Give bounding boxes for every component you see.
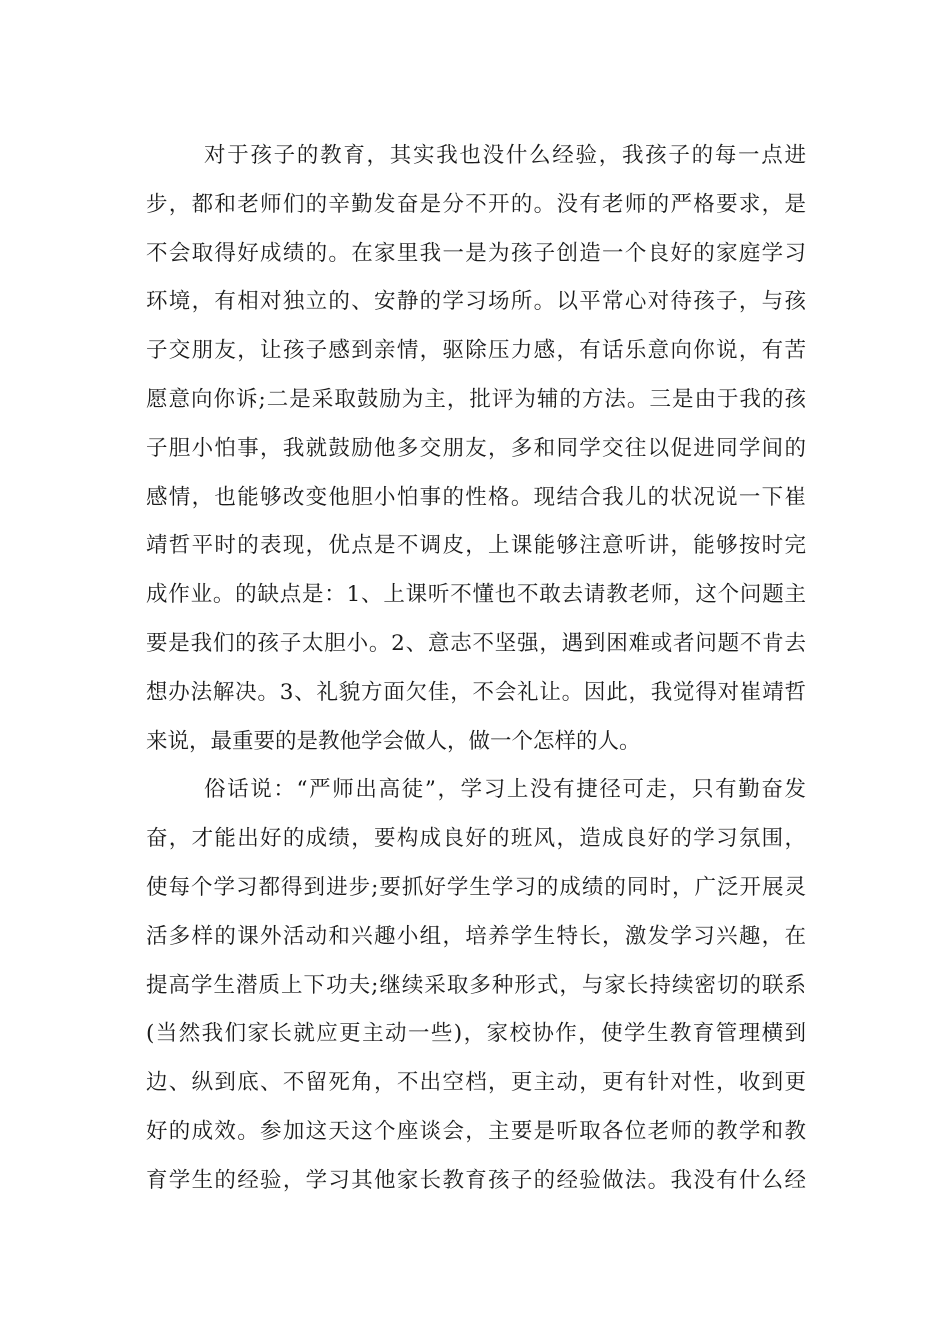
- text-line: 奋，才能出好的成绩，要构成良好的班风，造成良好的学习氛围，: [146, 826, 806, 852]
- text-line: 想办法解决。3、礼貌方面欠佳，不会礼让。因此，我觉得对崔靖哲: [146, 679, 806, 705]
- text-line: 愿意向你诉;二是采取鼓励为主，批评为辅的方法。三是由于我的孩: [146, 386, 806, 412]
- text-line: 好的成效。参加这天这个座谈会，主要是听取各位老师的教学和教: [146, 1118, 806, 1144]
- text-line: 活多样的课外活动和兴趣小组，培养学生特长，激发学习兴趣，在: [146, 923, 806, 949]
- text-line: (当然我们家长就应更主动一些)，家校协作，使学生教育管理横到: [146, 1021, 806, 1047]
- text-line: 成作业。的缺点是：1、上课听不懂也不敢去请教老师，这个问题主: [146, 582, 806, 608]
- paragraph-2: [146, 766, 806, 1205]
- text-line: 子交朋友，让孩子感到亲情，驱除压力感，有话乐意向你说，有苦: [146, 338, 806, 364]
- text-line: 环境，有相对独立的、安静的学习场所。以平常心对待孩子，与孩: [146, 289, 806, 315]
- text-line: 育学生的经验，学习其他家长教育孩子的经验做法。我没有什么经: [146, 1167, 806, 1193]
- text-line: 要是我们的孩子太胆小。2、意志不坚强，遇到困难或者问题不肯去: [146, 630, 806, 656]
- text-line: 俗话说：“严师出高徒”，学习上没有捷径可走，只有勤奋发: [204, 777, 806, 803]
- text-line: 边、纵到底、不留死角，不出空档，更主动，更有针对性，收到更: [146, 1070, 806, 1096]
- text-line: 对于孩子的教育，其实我也没什么经验，我孩子的每一点进: [204, 143, 806, 168]
- document-body: [146, 132, 806, 1206]
- text-line: 步，都和老师们的辛勤发奋是分不开的。没有老师的严格要求，是: [146, 191, 806, 217]
- paragraph-1: [146, 132, 806, 766]
- text-line: 提高学生潜质上下功夫;继续采取多种形式，与家长持续密切的联系: [146, 972, 806, 998]
- text-line: 来说，最重要的是教他学会做人，做一个怎样的人。: [146, 728, 641, 754]
- text-line: 使每个学习都得到进步;要抓好学生学习的成绩的同时，广泛开展灵: [146, 874, 806, 900]
- text-line: 不会取得好成绩的。在家里我一是为孩子创造一个良好的家庭学习: [146, 240, 806, 266]
- text-line: 感情，也能够改变他胆小怕事的性格。现结合我儿的状况说一下崔: [146, 484, 806, 510]
- text-line: 靖哲平时的表现，优点是不调皮，上课能够注意听讲，能够按时完: [146, 533, 806, 559]
- text-line: 子胆小怕事，我就鼓励他多交朋友，多和同学交往以促进同学间的: [146, 435, 806, 461]
